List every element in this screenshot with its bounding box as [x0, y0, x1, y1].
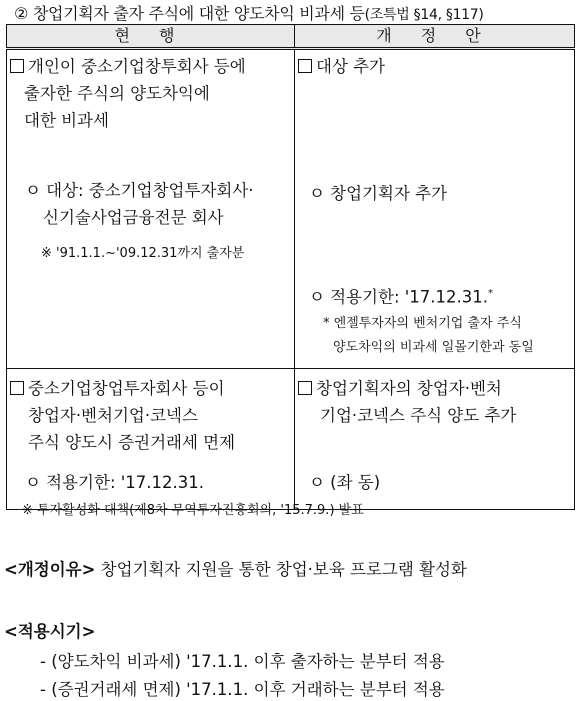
- comparison-table: [6, 24, 575, 510]
- section-title: [14, 1, 484, 24]
- row1-revised-deadline: ㅇ 적용기한: '17.12.31.*: [309, 287, 494, 307]
- section-title-reference: (조특법 §14, §117): [364, 7, 484, 23]
- section-title-main: ② 창업기획자 출자 주식에 대한 양도차익 비과세 등: [14, 4, 365, 23]
- row1-revised-cell: [295, 49, 575, 369]
- table-row: [7, 49, 575, 369]
- checkbox-square-icon: [10, 59, 24, 73]
- row1-revised-add: ㅇ 창업기획자 추가: [309, 184, 448, 203]
- row2-current-item: 중소기업창업투자회사 등이 창업자·벤처기업·코넥스 주식 양도시 증권거래세 면제: [10, 375, 294, 456]
- checkbox-square-icon: [10, 381, 24, 395]
- effective-item: - (증권거래세 면제) '17.1.1. 이후 거래하는 분부터 적용: [40, 680, 445, 699]
- row2-current-cell: [7, 369, 295, 510]
- table-header-row: [7, 25, 575, 49]
- effective-item: - (양도차익 비과세) '17.1.1. 이후 출자하는 분부터 적용: [40, 652, 445, 671]
- checkbox-square-icon: [298, 381, 312, 395]
- row1-current-item: 개인이 중소기업창투회사 등에 출자한 주식의 양도차익에 대한 비과세: [10, 53, 294, 134]
- revision-reason: [4, 556, 467, 580]
- header-revised: 개 정 안: [295, 25, 575, 49]
- row1-current-target: ㅇ 대상: 중소기업창업투자회사· 신기술사업금융전문 회사: [25, 181, 254, 227]
- revision-reason-label: <개정이유>: [4, 560, 96, 579]
- footnote-marker: *: [488, 288, 494, 299]
- revision-reason-text: 창업기획자 지원을 통한 창업·보육 프로그램 활성화: [100, 560, 467, 579]
- table-row: [7, 369, 575, 510]
- row1-current-cell: [7, 49, 295, 369]
- row2-revised-same: ㅇ (좌 동): [309, 473, 381, 492]
- checkbox-square-icon: [298, 59, 312, 73]
- row2-revised-cell: [295, 369, 575, 510]
- table-footnote: ※ 투자활성화 대책(제8차 무역투자진흥회의, '15.7.9.) 발표: [22, 503, 364, 518]
- row1-current-note: ※ '91.1.1.~'09.12.31까지 출자분: [41, 246, 245, 261]
- effective-date-label: <적용시기>: [4, 622, 96, 641]
- row2-revised-item: 창업기획자의 창업자·벤처 기업·코넥스 주식 양도 추가: [298, 375, 574, 429]
- row1-revised-note: * 엔젤투자자의 벤처기업 출자 주식 양도차익의 비과세 일몰기한과 동일: [323, 316, 534, 355]
- row1-revised-item: 대상 추가: [298, 53, 574, 80]
- row2-current-deadline: ㅇ 적용기한: '17.12.31.: [25, 473, 205, 492]
- header-current: 현 행: [7, 25, 295, 49]
